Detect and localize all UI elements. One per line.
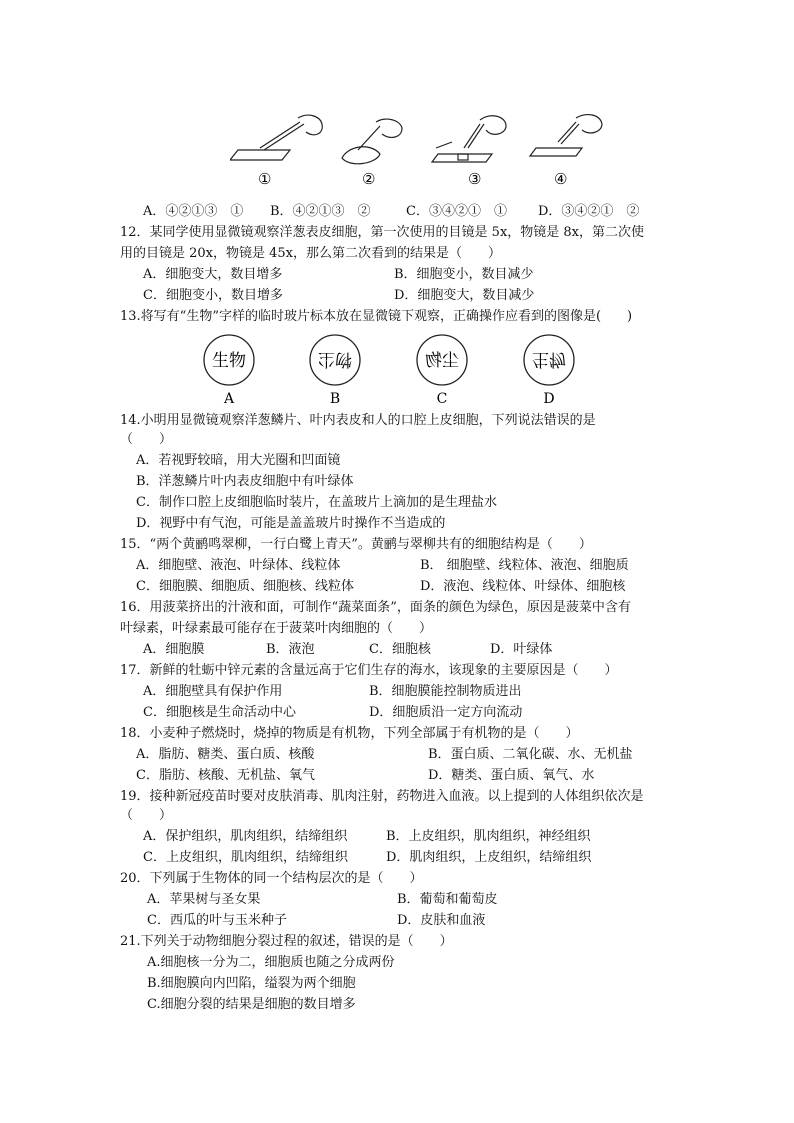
q12-option-a[interactable]: A．细胞变大，数目增多 xyxy=(143,267,283,282)
q15-option-d[interactable]: D．液泡、线粒体、叶绿体、细胞核 xyxy=(420,579,626,594)
q12-option-d[interactable]: D．细胞变大，数目减少 xyxy=(394,288,535,303)
q15-option-b[interactable]: B． 细胞壁、线粒体、液泡、细胞质 xyxy=(420,558,629,573)
q13-microscope-views xyxy=(200,333,580,408)
q19-option-d[interactable]: D．肌肉组织，上皮组织，结缔组织 xyxy=(386,850,592,865)
q17-option-a[interactable]: A．细胞壁具有保护作用 xyxy=(143,684,283,699)
figure-label-4: ④ xyxy=(554,170,568,188)
view-text-a: 生物 xyxy=(212,351,246,371)
q21-option-b[interactable]: B.细胞膜向内凹陷，缢裂为两个细胞 xyxy=(147,976,356,991)
q21-option-c[interactable]: C.细胞分裂的结果是细胞的数目增多 xyxy=(147,997,356,1012)
q14-option-a[interactable]: A．若视野较暗，用大光圈和凹面镜 xyxy=(136,453,341,468)
q20-stem: 20．下列属于生物体的同一个结构层次的是（ ） xyxy=(120,871,423,886)
q20-option-c[interactable]: C．西瓜的叶与玉米种子 xyxy=(147,913,287,928)
q11-option-b[interactable]: B．④②①③ ② xyxy=(270,204,371,219)
q11-option-c[interactable]: C．③④②① ① xyxy=(406,204,507,219)
q11-option-d[interactable]: D．③④②① ② xyxy=(538,204,640,219)
figure-label-2: ② xyxy=(362,170,376,188)
q16-option-b[interactable]: B．液泡 xyxy=(266,642,315,657)
q19-stem-line2: （ ） xyxy=(120,808,173,823)
view-text-b: 物尘 xyxy=(318,349,352,369)
q19-stem-line1: 19．接种新冠疫苗时要对皮肤消毒、肌肉注射，药物进入血液。以上提到的人体组织依次是 xyxy=(120,789,644,804)
q14-option-c[interactable]: C．制作口腔上皮细胞临时装片，在盖玻片上滴加的是生理盐水 xyxy=(136,495,497,510)
q20-option-a[interactable]: A．苹果树与圣女果 xyxy=(147,892,261,907)
slide-steps-illustration xyxy=(230,112,650,192)
q15-option-a[interactable]: A．细胞壁、液泡、叶绿体、线粒体 xyxy=(136,558,341,573)
q20-option-d[interactable]: D．皮肤和血液 xyxy=(397,913,486,928)
q12-option-c[interactable]: C．细胞变小，数目增多 xyxy=(143,288,283,303)
view-label-c: C xyxy=(436,391,448,407)
q14-option-b[interactable]: B．洋葱鳞片叶内表皮细胞中有叶绿体 xyxy=(136,474,354,489)
q21-stem: 21.下列关于动物细胞分裂过程的叙述，错误的是（ ） xyxy=(120,934,453,949)
q12-option-b[interactable]: B．细胞变小，数目减少 xyxy=(394,267,534,282)
q16-stem-line2: 叶绿素，叶绿素最可能存在于菠菜叶肉细胞的（ ） xyxy=(120,621,433,636)
view-label-a: A xyxy=(223,391,235,407)
q13-stem: 13.将写有“生物”字样的临时玻片标本放在显微镜下观察，正确操作应看到的图像是( ) xyxy=(120,309,633,324)
q16-stem-line1: 16．用菠菜挤出的汁液和面，可制作“蔬菜面条”，面条的颜色为绿色，原因是菠菜中含有 xyxy=(120,600,631,615)
q17-stem: 17．新鲜的牡蛎中锌元素的含量远高于它们生存的海水，该现象的主要原因是（ ） xyxy=(120,663,618,678)
q19-option-b[interactable]: B．上皮组织，肌肉组织，神经组织 xyxy=(386,829,591,844)
q15-stem: 15．“两个黄鹂鸣翠柳，一行白鹭上青天”。黄鹂与翠柳共有的细胞结构是（ ） xyxy=(120,537,592,552)
view-text-c: 尘物 xyxy=(425,351,459,371)
slide-preparation-figure xyxy=(230,112,650,192)
q17-option-b[interactable]: B．细胞膜能控制物质进出 xyxy=(369,684,522,699)
q18-option-a[interactable]: A．脂肪、糖类、蛋白质、核酸 xyxy=(136,747,315,762)
view-text-d: 生物 xyxy=(532,349,566,369)
figure-label-3: ③ xyxy=(468,170,482,188)
q11-option-a[interactable]: A．④②①③ ① xyxy=(143,204,244,219)
q21-option-a[interactable]: A.细胞核一分为二，细胞质也随之分成两份 xyxy=(147,955,395,970)
q12-stem-line1: 12．某同学使用显微镜观察洋葱表皮细胞，第一次使用的目镜是 5x，物镜是 8x，第二次使 xyxy=(120,225,645,240)
q18-option-c[interactable]: C．脂肪、核酸、无机盐、氧气 xyxy=(136,768,315,783)
q16-option-a[interactable]: A．细胞膜 xyxy=(143,642,205,657)
view-label-b: B xyxy=(329,391,341,407)
q14-stem-line2: （ ） xyxy=(120,432,173,447)
q19-option-c[interactable]: C．上皮组织，肌肉组织，结缔组织 xyxy=(143,850,348,865)
q16-option-c[interactable]: C．细胞核 xyxy=(369,642,431,657)
q14-stem-line1: 14.小明用显微镜观察洋葱鳞片、叶内表皮和人的口腔上皮细胞，下列说法错误的是 xyxy=(120,413,596,428)
q16-option-d[interactable]: D．叶绿体 xyxy=(490,642,553,657)
q20-option-b[interactable]: B．葡萄和葡萄皮 xyxy=(397,892,498,907)
q15-option-c[interactable]: C．细胞膜、细胞质、细胞核、线粒体 xyxy=(136,579,354,594)
q14-option-d[interactable]: D．视野中有气泡，可能是盖盖玻片时操作不当造成的 xyxy=(136,516,446,531)
q17-option-d[interactable]: D．细胞质沿一定方向流动 xyxy=(369,705,523,720)
q19-option-a[interactable]: A．保护组织，肌肉组织，结缔组织 xyxy=(143,829,348,844)
view-label-d: D xyxy=(543,391,555,407)
q12-stem-line2: 用的目镜是 20x，物镜是 45x，那么第二次看到的结果是（ ） xyxy=(120,246,502,261)
figure-label-1: ① xyxy=(258,170,272,188)
q17-option-c[interactable]: C．细胞核是生命活动中心 xyxy=(143,705,296,720)
q18-stem: 18．小麦种子燃烧时，烧掉的物质是有机物，下列全部属于有机物的是（ ） xyxy=(120,726,579,741)
q18-option-d[interactable]: D．糖类、蛋白质、氧气、水 xyxy=(428,768,595,783)
q18-option-b[interactable]: B．蛋白质、二氧化碳、水、无机盐 xyxy=(428,747,633,762)
